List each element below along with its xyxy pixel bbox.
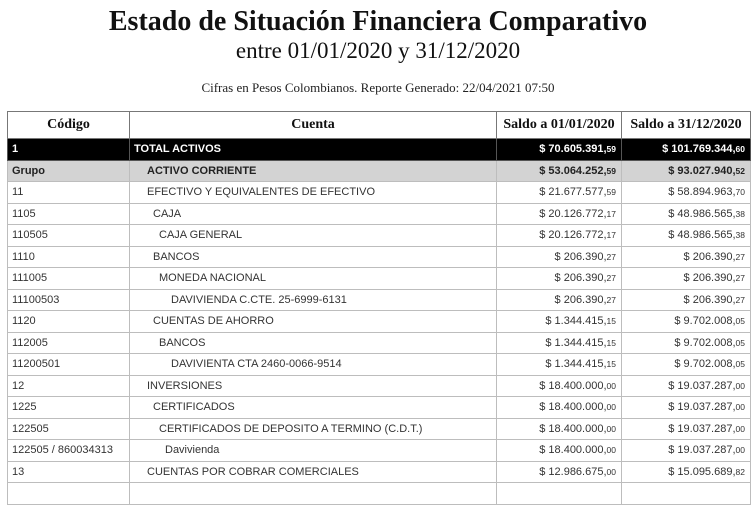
row-account: Davivienda bbox=[130, 440, 497, 462]
row-balance-end: $ 19.037.287,00 bbox=[622, 418, 751, 440]
table-row[interactable] bbox=[8, 246, 751, 268]
row-balance-end: $ 93.027.940,52 bbox=[622, 160, 751, 182]
row-code: 1110 bbox=[8, 246, 130, 268]
row-code: 112005 bbox=[8, 332, 130, 354]
row-code: 1120 bbox=[8, 311, 130, 333]
row-account: CAJA GENERAL bbox=[130, 225, 497, 247]
table-row[interactable] bbox=[8, 375, 751, 397]
row-balance-start: $ 18.400.000,00 bbox=[497, 375, 622, 397]
row-account: CUENTAS POR COBRAR COMERCIALES bbox=[130, 461, 497, 483]
table-row[interactable] bbox=[8, 332, 751, 354]
row-balance-end: $ 48.986.565,38 bbox=[622, 225, 751, 247]
table-row[interactable] bbox=[8, 440, 751, 462]
row-code: 1225 bbox=[8, 397, 130, 419]
row-balance-end: $ 206.390,27 bbox=[622, 246, 751, 268]
row-code: 11200501 bbox=[8, 354, 130, 376]
row-balance-start: $ 70.605.391,59 bbox=[497, 139, 622, 161]
row-balance-end: $ 9.702.008,05 bbox=[622, 311, 751, 333]
row-account: BANCOS bbox=[130, 332, 497, 354]
table-row[interactable] bbox=[8, 160, 751, 182]
row-balance-start: $ 206.390,27 bbox=[497, 268, 622, 290]
column-header-account[interactable]: Cuenta bbox=[130, 112, 497, 139]
row-code: 12 bbox=[8, 375, 130, 397]
row-balance-end: $ 48.986.565,38 bbox=[622, 203, 751, 225]
column-header-balance-end[interactable]: Saldo a 31/12/2020 bbox=[622, 112, 751, 139]
row-code: 122505 / 860034313 bbox=[8, 440, 130, 462]
table-row[interactable] bbox=[8, 354, 751, 376]
balance-table bbox=[7, 111, 751, 505]
row-balance-start: $ 1.344.415,15 bbox=[497, 354, 622, 376]
column-header-code[interactable]: Código bbox=[8, 112, 130, 139]
row-account: CAJA bbox=[130, 203, 497, 225]
row-balance-end: $ 206.390,27 bbox=[622, 289, 751, 311]
row-balance-start: $ 1.344.415,15 bbox=[497, 311, 622, 333]
row-code: Grupo bbox=[8, 160, 130, 182]
row-account: TOTAL ACTIVOS bbox=[130, 139, 497, 161]
row-code: 111005 bbox=[8, 268, 130, 290]
table-row[interactable] bbox=[8, 225, 751, 247]
row-account: BANCOS bbox=[130, 246, 497, 268]
row-code: 1 bbox=[8, 139, 130, 161]
row-account: INVERSIONES bbox=[130, 375, 497, 397]
row-balance-end: $ 19.037.287,00 bbox=[622, 375, 751, 397]
row-balance-start: $ 206.390,27 bbox=[497, 246, 622, 268]
row-balance-end: $ 58.894.963,70 bbox=[622, 182, 751, 204]
row-code: 11100503 bbox=[8, 289, 130, 311]
row-balance-end: $ 19.037.287,00 bbox=[622, 397, 751, 419]
row-balance-start: $ 206.390,27 bbox=[497, 289, 622, 311]
table-row[interactable] bbox=[8, 268, 751, 290]
row-balance-start: $ 18.400.000,00 bbox=[497, 440, 622, 462]
row-account: DAVIVIENTA CTA 2460-0066-9514 bbox=[130, 354, 497, 376]
row-account: EFECTIVO Y EQUIVALENTES DE EFECTIVO bbox=[130, 182, 497, 204]
row-balance-start: $ 12.986.675,00 bbox=[497, 461, 622, 483]
row-account: MONEDA NACIONAL bbox=[130, 268, 497, 290]
row-code: 110505 bbox=[8, 225, 130, 247]
table-row[interactable] bbox=[8, 139, 751, 161]
row-account: DAVIVIENDA C.CTE. 25-6999-6131 bbox=[130, 289, 497, 311]
row-account: ACTIVO CORRIENTE bbox=[130, 160, 497, 182]
row-code: 1105 bbox=[8, 203, 130, 225]
row-account: CERTIFICADOS bbox=[130, 397, 497, 419]
row-balance-start: $ 21.677.577,59 bbox=[497, 182, 622, 204]
row-account: CUENTAS DE AHORRO bbox=[130, 311, 497, 333]
table-row[interactable] bbox=[8, 311, 751, 333]
row-balance-end: $ 9.702.008,05 bbox=[622, 332, 751, 354]
row-balance-start: $ 18.400.000,00 bbox=[497, 397, 622, 419]
row-code: 13 bbox=[8, 461, 130, 483]
report-period: entre 01/01/2020 y 31/12/2020 bbox=[235, 38, 521, 63]
table-row[interactable] bbox=[8, 397, 751, 419]
table-row[interactable] bbox=[8, 182, 751, 204]
row-code: 122505 bbox=[8, 418, 130, 440]
row-balance-end: $ 9.702.008,05 bbox=[622, 354, 751, 376]
row-balance-start: $ 20.126.772,17 bbox=[497, 203, 622, 225]
row-balance-end: $ 19.037.287,00 bbox=[622, 440, 751, 462]
row-balance-start: $ 20.126.772,17 bbox=[497, 225, 622, 247]
row-balance-end: $ 101.769.344,60 bbox=[622, 139, 751, 161]
row-account: CERTIFICADOS DE DEPOSITO A TERMINO (C.D.T.) bbox=[130, 418, 497, 440]
row-balance-end: $ 15.095.689,82 bbox=[622, 461, 751, 483]
table-row[interactable] bbox=[8, 203, 751, 225]
table-header-row bbox=[8, 112, 751, 139]
row-balance-start: $ 18.400.000,00 bbox=[497, 418, 622, 440]
row-balance-start: $ 1.344.415,15 bbox=[497, 332, 622, 354]
report-title: Estado de Situación Financiera Comparativo bbox=[108, 6, 648, 37]
row-balance-start: $ 53.064.252,59 bbox=[497, 160, 622, 182]
table-row[interactable] bbox=[8, 289, 751, 311]
column-header-balance-start[interactable]: Saldo a 01/01/2020 bbox=[497, 112, 622, 139]
row-code: 11 bbox=[8, 182, 130, 204]
row-balance-end: $ 206.390,27 bbox=[622, 268, 751, 290]
report-note: Cifras en Pesos Colombianos. Reporte Generado: 22/04/2021 07:50 bbox=[201, 80, 555, 95]
table-row[interactable] bbox=[8, 461, 751, 483]
table-row[interactable] bbox=[8, 418, 751, 440]
